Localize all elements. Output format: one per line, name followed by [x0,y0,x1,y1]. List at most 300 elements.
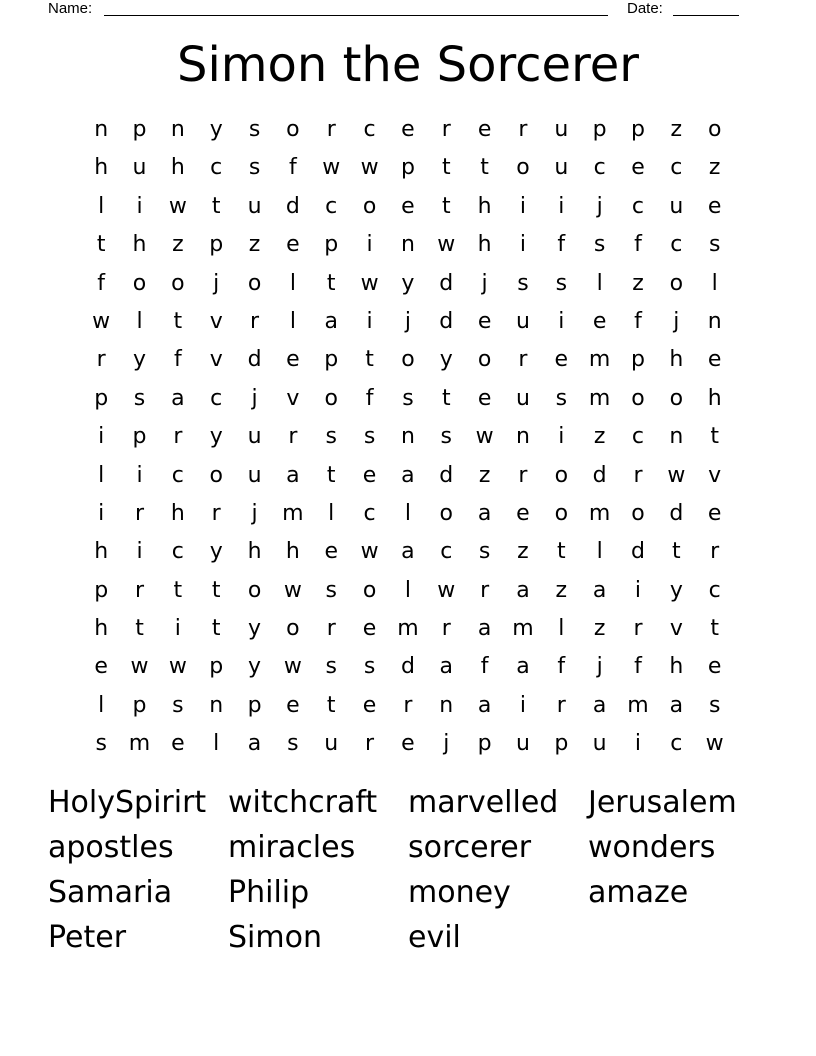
grid-letter: c [670,731,683,757]
grid-letter: r [288,424,298,450]
grid-letter: r [134,577,145,603]
grid-letter: p [209,654,224,680]
grid-letter: p [592,117,607,142]
grid-letter: p [132,424,147,450]
grid-letter: l [289,308,296,334]
grid-letter: h [707,385,722,411]
grid-letter: d [631,539,645,565]
grid-letter: s [363,654,376,680]
grid-letter: m [588,385,611,411]
grid-letter: s [287,731,299,757]
grid-letter: e [94,654,108,680]
grid-letter: d [285,193,300,219]
grid-letter: l [711,270,718,296]
grid-letter: o [171,270,185,296]
grid-letter: d [439,270,454,296]
word-list-item: witchcraft [228,785,378,820]
grid-letter: e [286,347,300,373]
grid-letter: u [247,193,262,219]
grid-letter: e [401,193,415,219]
grid-letter: o [477,347,492,373]
grid-letter: h [170,155,185,181]
grid-letter: u [247,424,262,450]
grid-letter: o [554,500,569,526]
word-list [48,780,768,960]
grid-letter: c [440,539,453,565]
grid-letter: m [282,500,304,526]
grid-letter: a [171,385,185,411]
grid-letter: h [94,616,109,642]
grid-letter: t [672,539,681,565]
grid-letter: t [556,539,566,565]
grid-letter: d [592,462,607,488]
grid-letter: e [477,385,492,411]
grid-letter: o [286,616,300,642]
grid-letter: f [557,654,566,680]
grid-letter: a [477,616,492,642]
grid-letter: z [172,232,184,258]
grid-letter: t [441,155,451,181]
grid-letter: i [366,232,373,258]
grid-letter: n [669,424,684,450]
grid-letter: j [251,500,258,526]
grid-letter: n [400,232,415,258]
grid-letter: t [441,193,451,219]
grid-letter: w [437,577,456,603]
grid-letter: w [360,270,379,296]
grid-letter: h [285,539,300,565]
grid-letter: z [670,117,683,142]
grid-letter: u [515,385,530,411]
name-label: Name: [48,0,93,17]
grid-letter: o [247,270,262,296]
word-list-item: marvelled [408,785,559,820]
grid-letter: e [286,232,300,258]
grid-letter: p [477,731,492,757]
word-list-item: Jerusalem [588,785,737,820]
grid-letter: p [400,155,415,181]
grid-letter: l [98,692,105,718]
word-list-item: Samaria [48,875,173,910]
grid-letter: a [401,462,415,488]
grid-letter: c [171,539,184,565]
grid-letter: w [168,654,187,680]
grid-letter: l [558,616,565,642]
grid-letter: o [554,462,569,488]
grid-letter: e [401,731,415,757]
grid-row [82,572,734,610]
grid-letter: r [633,462,643,488]
grid-letter: u [592,731,607,757]
grid-letter: i [98,424,105,450]
grid-letter: r [326,117,336,142]
grid-letter: l [213,731,220,757]
grid-letter: a [516,654,530,680]
name-date-header [48,0,748,18]
grid-row [82,226,734,264]
grid-letter: m [588,500,611,526]
grid-letter: y [248,654,262,680]
grid-letter: w [437,232,456,258]
grid-letter: h [94,539,109,565]
grid-letter: a [439,654,453,680]
grid-letter: r [441,117,451,142]
grid-letter: t [211,577,221,603]
grid-row [82,111,734,149]
grid-letter: c [670,232,683,258]
word-list-item: HolySpirirt [48,785,207,820]
grid-letter: y [209,539,223,565]
grid-letter: j [404,308,411,334]
grid-row [82,188,734,226]
grid-letter: r [633,616,643,642]
grid-row [82,265,734,303]
grid-letter: p [554,731,569,757]
grid-row [82,648,734,686]
grid-letter: t [710,616,719,642]
grid-letter: t [710,424,719,450]
grid-letter: e [707,500,722,526]
grid-letter: y [133,347,147,373]
grid-letter: z [478,462,491,488]
grid-letter: c [363,117,376,142]
grid-letter: o [669,385,684,411]
grid-letter: v [286,385,300,411]
grid-letter: d [400,654,415,680]
grid-letter: i [136,462,143,488]
grid-letter: s [593,232,606,258]
grid-letter: f [634,232,642,258]
grid-letter: m [512,616,534,642]
grid-letter: s [708,692,721,718]
grid-letter: w [283,577,302,603]
word-list-item: miracles [228,830,356,865]
grid-letter: f [480,654,489,680]
grid-letter: i [558,308,565,334]
date-blank-line [673,0,739,16]
grid-letter: c [325,193,338,219]
grid-letter: r [441,616,451,642]
grid-letter: y [209,117,223,142]
grid-letter: w [475,424,494,450]
grid-row [82,149,734,187]
grid-letter: n [209,692,224,718]
grid-letter: j [481,270,488,296]
grid-letter: m [128,731,151,757]
grid-letter: j [596,654,603,680]
grid-letter: i [174,616,181,642]
grid-letter: m [397,616,419,642]
grid-letter: s [172,692,184,718]
word-list-item: wonders [588,830,716,865]
grid-letter: l [328,500,335,526]
grid-letter: o [132,270,147,296]
grid-letter: y [669,577,683,603]
grid-letter: t [135,616,144,642]
word-list-item: amaze [588,875,689,910]
grid-letter: e [362,462,377,488]
word-list-item: money [408,875,511,910]
grid-letter: t [211,193,221,219]
grid-letter: f [634,308,642,334]
grid-row [82,610,734,648]
grid-letter: o [362,577,377,603]
grid-letter: f [557,232,566,258]
grid-letter: c [670,155,683,181]
grid-letter: s [440,424,452,450]
grid-letter: i [558,193,565,219]
grid-letter: p [324,232,339,258]
grid-letter: s [248,155,261,181]
grid-letter: h [247,539,262,565]
grid-letter: t [173,308,183,334]
grid-letter: s [133,385,146,411]
grid-row [82,457,734,495]
word-list-item: apostles [48,830,174,865]
grid-letter: h [477,232,492,258]
grid-letter: r [403,692,413,718]
grid-letter: e [477,117,492,142]
grid-letter: n [94,117,109,142]
grid-letter: z [593,616,606,642]
grid-letter: i [136,539,143,565]
grid-letter: h [132,232,147,258]
grid-letter: e [707,193,722,219]
letter-grid [82,111,734,764]
grid-letter: l [98,462,105,488]
grid-letter: u [554,117,569,142]
grid-letter: r [326,616,336,642]
grid-letter: u [132,155,147,181]
grid-letter: i [366,308,373,334]
grid-letter: l [136,308,143,334]
word-list-item: Simon [228,920,322,955]
grid-letter: o [707,117,722,142]
grid-letter: o [669,270,684,296]
grid-letter: p [247,692,262,718]
grid-letter: w [360,155,379,181]
grid-letter: f [634,654,642,680]
grid-letter: u [515,308,530,334]
grid-letter: c [631,193,645,219]
grid-letter: o [439,500,453,526]
grid-letter: z [708,155,721,181]
grid-letter: u [669,193,684,219]
grid-letter: r [518,462,528,488]
grid-letter: n [170,117,185,142]
grid-letter: y [439,347,453,373]
grid-row [82,303,734,341]
grid-letter: i [136,193,143,219]
grid-letter: i [519,232,527,258]
grid-letter: t [96,232,106,258]
grid-letter: s [402,385,414,411]
grid-letter: l [596,539,603,565]
grid-letter: z [555,577,568,603]
word-list-item: evil [408,920,461,955]
grid-letter: d [439,308,454,334]
grid-row [82,533,734,571]
grid-letter: o [209,462,223,488]
grid-letter: a [516,577,530,603]
grid-letter: z [517,539,529,565]
grid-letter: e [171,731,185,757]
grid-letter: r [173,424,183,450]
grid-letter: v [209,347,223,373]
grid-letter: c [593,155,606,181]
grid-letter: i [98,500,105,526]
name-blank-line [104,0,608,16]
grid-letter: f [173,347,182,373]
grid-letter: a [324,308,338,334]
grid-letter: n [439,692,454,718]
grid-letter: p [324,347,339,373]
grid-letter: j [251,385,258,411]
grid-letter: e [477,308,492,334]
grid-letter: s [708,232,721,258]
grid-letter: t [173,577,183,603]
grid-letter: e [362,692,377,718]
grid-letter: a [286,462,300,488]
grid-letter: z [632,270,644,296]
grid-row [82,495,734,533]
grid-letter: y [209,424,223,450]
grid-letter: m [588,347,611,373]
word-list-item: Philip [228,875,310,910]
grid-letter: v [669,616,683,642]
grid-letter: z [593,424,606,450]
grid-letter: s [325,654,337,680]
grid-letter: j [213,270,220,296]
grid-letter: l [404,500,411,526]
grid-letter: i [634,577,642,603]
grid-letter: y [248,616,262,642]
grid-letter: e [554,347,569,373]
grid-letter: c [708,577,721,603]
word-list-item: Peter [48,920,127,955]
grid-letter: w [130,654,149,680]
grid-row [82,687,734,725]
grid-letter: t [365,347,374,373]
grid-letter: o [324,385,338,411]
grid-letter: e [362,616,377,642]
grid-letter: e [592,308,607,334]
grid-letter: h [669,654,684,680]
grid-letter: s [478,539,491,565]
grid-letter: v [708,462,722,488]
grid-letter: a [592,692,607,718]
grid-letter: l [404,577,411,603]
grid-letter: l [98,193,105,219]
grid-letter: w [360,539,379,565]
grid-letter: p [94,385,109,411]
grid-letter: r [96,347,106,373]
grid-letter: c [363,500,376,526]
grid-letter: n [400,424,415,450]
grid-letter: d [439,462,454,488]
grid-letter: u [247,462,262,488]
grid-letter: e [631,155,645,181]
grid-letter: r [518,117,528,142]
grid-letter: f [289,155,297,181]
grid-letter: z [248,232,261,258]
grid-letter: t [326,692,336,718]
grid-letter: r [556,692,566,718]
grid-letter: t [211,616,221,642]
grid-letter: v [209,308,223,334]
grid-letter: i [519,692,527,718]
grid-letter: e [707,347,722,373]
grid-letter: s [95,731,107,757]
grid-letter: r [134,500,145,526]
grid-letter: i [634,731,642,757]
grid-letter: s [363,424,376,450]
grid-letter: c [210,155,223,181]
grid-letter: a [247,731,262,757]
grid-letter: o [631,500,645,526]
grid-letter: c [171,462,184,488]
grid-letter: n [707,308,722,334]
grid-letter: t [326,270,336,296]
grid-letter: u [324,731,339,757]
grid-letter: w [667,462,686,488]
grid-letter: u [554,155,569,181]
grid-letter: w [283,654,302,680]
grid-letter: j [596,193,603,219]
grid-letter: w [322,155,341,181]
grid-letter: r [710,539,720,565]
grid-letter: o [516,155,530,181]
grid-letter: p [132,117,147,142]
grid-letter: s [555,270,568,296]
grid-letter: r [365,731,375,757]
grid-letter: p [132,692,147,718]
grid-letter: t [441,385,451,411]
grid-letter: c [631,424,645,450]
grid-letter: f [365,385,374,411]
grid-letter: a [669,692,684,718]
grid-letter: w [705,731,724,757]
grid-letter: e [286,692,300,718]
grid-letter: f [97,270,106,296]
grid-letter: o [362,193,377,219]
grid-letter: s [517,270,529,296]
grid-row [82,418,734,456]
grid-letter: o [631,385,645,411]
grid-letter: w [168,193,187,219]
grid-letter: r [250,308,260,334]
grid-letter: d [669,500,684,526]
grid-letter: a [477,500,492,526]
grid-letter: r [211,500,221,526]
grid-letter: s [555,385,568,411]
grid-letter: o [286,117,300,142]
grid-letter: e [401,117,415,142]
date-label: Date: [627,0,663,17]
grid-letter: e [516,500,530,526]
grid-letter: l [289,270,296,296]
grid-letter: n [515,424,530,450]
grid-letter: p [631,347,645,373]
grid-letter: e [324,539,338,565]
grid-letter: p [631,117,645,142]
grid-letter: a [592,577,607,603]
grid-row [82,341,734,379]
grid-letter: s [248,117,261,142]
grid-letter: d [247,347,262,373]
grid-letter: h [94,155,109,181]
grid-letter: s [325,577,337,603]
